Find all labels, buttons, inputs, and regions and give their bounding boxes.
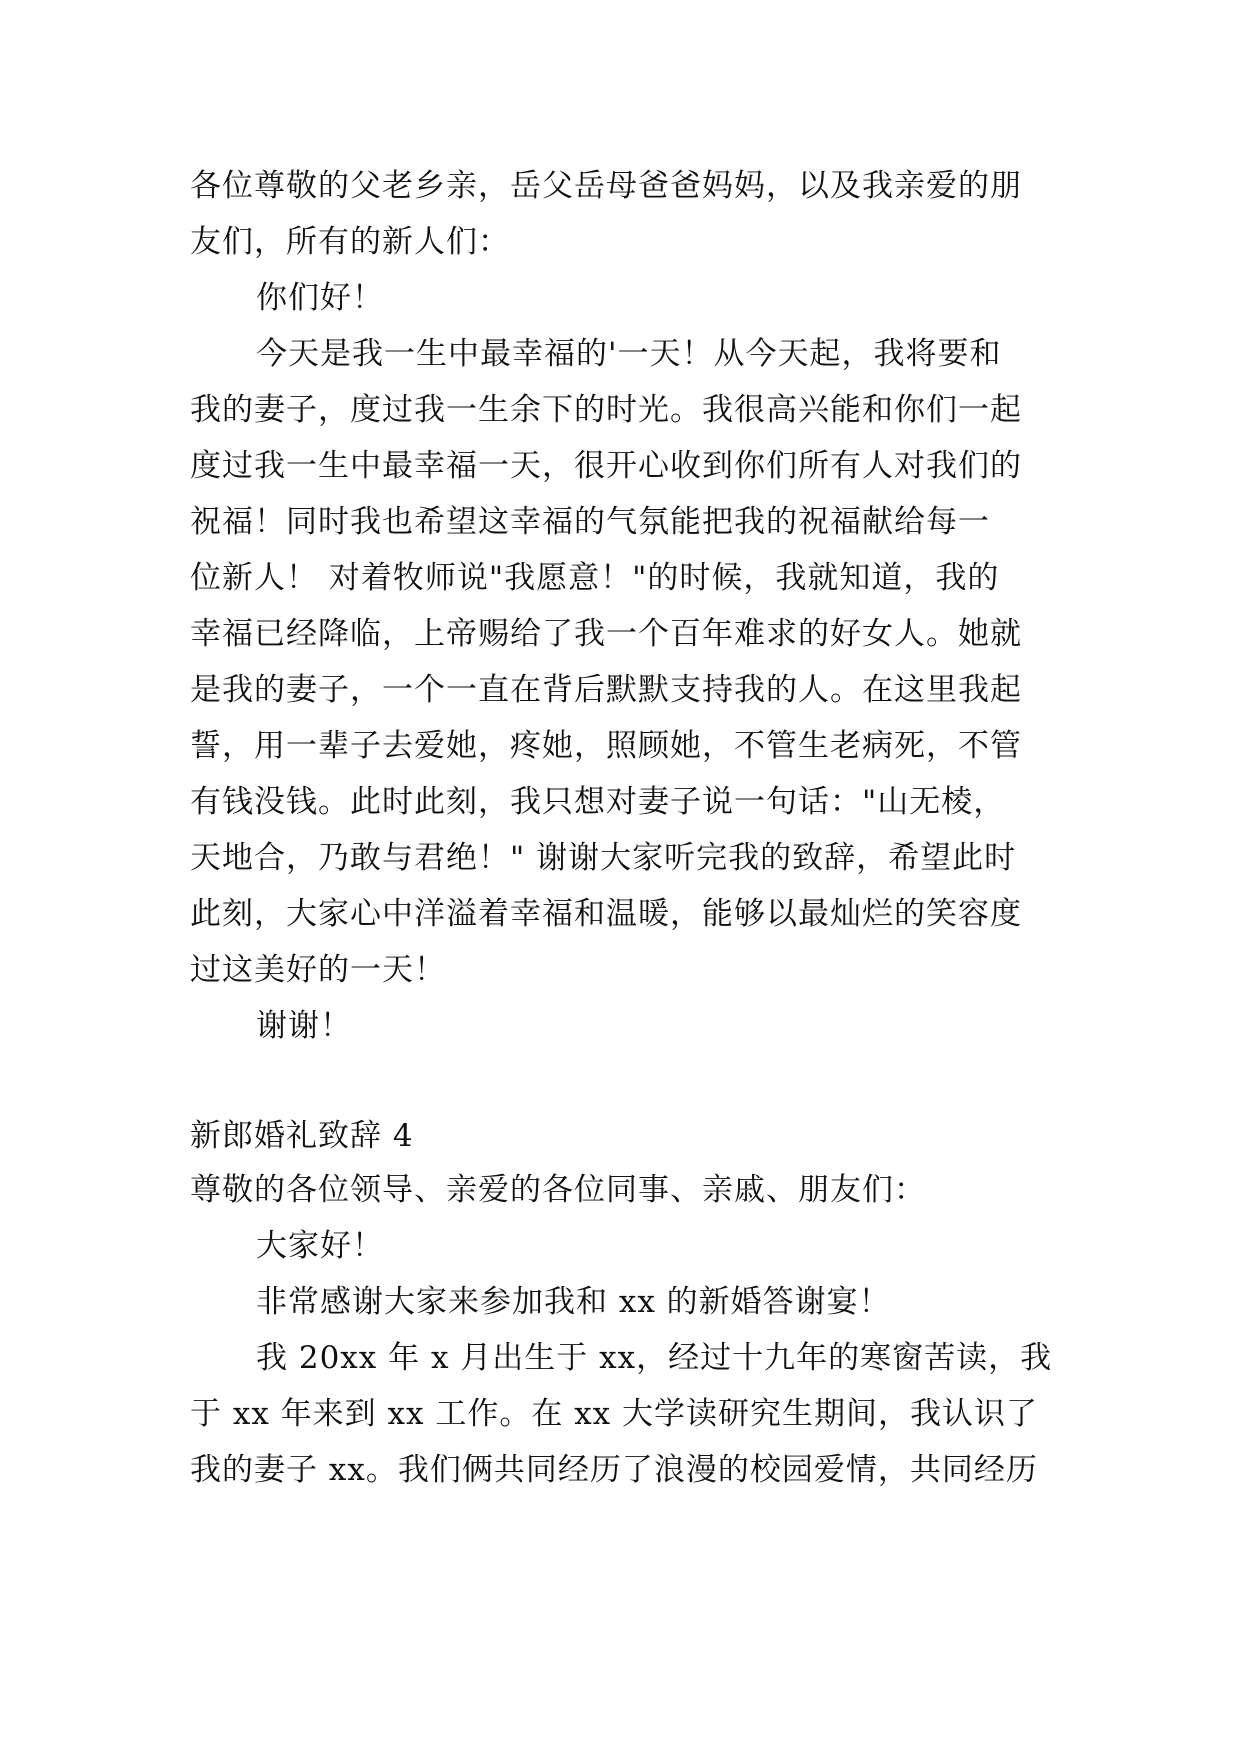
body-line-2: 我的妻子，度过我一生余下的时光。我很高兴能和你们一起	[190, 392, 1022, 428]
closing: 谢谢！	[256, 1008, 352, 1044]
body-line-12: 过这美好的一天！	[190, 952, 446, 988]
body-line-9: 有钱没钱。此时此刻，我只想对妻子说一句话："山无棱，	[190, 784, 1006, 820]
body-line-7: 是我的妻子，一个一直在背后默默支持我的人。在这里我起	[190, 672, 1022, 708]
salutation-line-2: 友们，所有的新人们：	[190, 224, 510, 260]
body-line-6: 幸福已经降临，上帝赐给了我一个百年难求的好女人。她就	[190, 616, 1022, 652]
body-line-1: 今天是我一生中最幸福的'一天！从今天起，我将要和	[256, 336, 1002, 372]
greeting: 你们好！	[256, 280, 384, 316]
body-line-4: 祝福！同时我也希望这幸福的气氛能把我的祝福献给每一	[190, 504, 990, 540]
body-line-8: 誓，用一辈子去爱她，疼她，照顾她，不管生老病死，不管	[190, 728, 1022, 764]
section2-body-line-2: 于 xx 年来到 xx 工作。在 xx 大学读研究生期间，我认识了	[190, 1396, 1039, 1432]
salutation-line-1: 各位尊敬的父老乡亲，岳父岳母爸爸妈妈，以及我亲爱的朋	[190, 168, 1022, 204]
body-line-10: 天地合，乃敢与君绝！" 谢谢大家听完我的致辞，希望此时	[190, 840, 1017, 876]
body-line-3: 度过我一生中最幸福一天，很开心收到你们所有人对我们的	[190, 448, 1022, 484]
section-title: 新郎婚礼致辞 4	[190, 1118, 414, 1154]
salutation-2: 尊敬的各位领导、亲爱的各位同事、亲戚、朋友们：	[190, 1172, 926, 1208]
body-line-5: 位新人！ 对着牧师说"我愿意！"的时候，我就知道，我的	[190, 560, 1000, 596]
thanks-line: 非常感谢大家来参加我和 xx 的新婚答谢宴！	[256, 1284, 891, 1320]
greeting-2: 大家好！	[256, 1228, 384, 1264]
section2-body-line-3: 我的妻子 xx。我们俩共同经历了浪漫的校园爱情，共同经历	[190, 1452, 1038, 1488]
body-line-11: 此刻，大家心中洋溢着幸福和温暖，能够以最灿烂的笑容度	[190, 896, 1022, 932]
section2-body-line-1: 我 20xx 年 x 月出生于 xx，经过十九年的寒窗苦读，我	[256, 1340, 1053, 1376]
